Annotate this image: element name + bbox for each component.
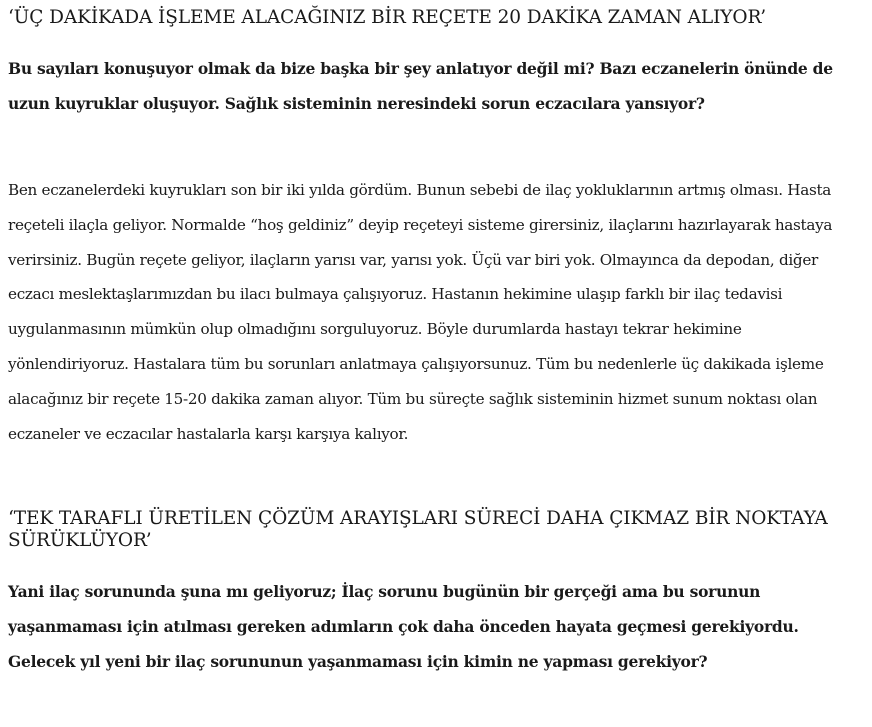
- interview-question-2: Yani ilaç sorununda şuna mı geliyoruz; İlaç sorunu bugünün bir gerçeği ama bu sorunun yaşanmaması için atılması gereken adımların çok daha önceden hayata geçmesi gerekiyordu. Gelecek yıl yeni bir ilaç sorununun yaşanmaması için kimin ne yapması gerekiyor?: [8, 582, 799, 671]
- section-heading-1: ‘ÜÇ DAKİKADA İŞLEME ALACAĞINIZ BİR REÇETE 20 DAKİKA ZAMAN ALIYOR’: [8, 7, 767, 28]
- interview-answer-1: Ben eczanelerdeki kuyrukları son bir iki yılda gördüm. Bunun sebebi de ilaç yokluklarının artmış olması. Hasta reçeteli ilaçla geliyor. Normalde “hoş geldiniz” deyip reçeteyi sisteme girersiniz, ilaçlarını hazırlayarak hastaya verirsiniz. Bugün reçete geliyor, ilaçların yarısı var, yarısı yok. Üçü var biri yok. Olmayınca da depodan, diğer eczacı meslektaşlarımızdan bu ilacı bulmaya çalışıyoruz. Hastanın hekimine ulaşıp farklı bir ilaç tedavisi uygulanmasının mümkün olup olmadığını sorguluyoruz. Böyle durumlarda hastayı tekrar hekimine yönlendiriyoruz. Hastalara tüm bu sorunları anlatmaya çalışıyorsunuz. Tüm bu nedenlerle üç dakikada işleme alacağınız bir reçete 15-20 dakika zaman alıyor. Tüm bu süreçte sağlık sisteminin hizmet sunum noktası olan eczaneler ve eczacılar hastalarla karşı karşıya kalıyor.: [8, 181, 833, 443]
- interview-question-1: Bu sayıları konuşuyor olmak da bize başka bir şey anlatıyor değil mi? Bazı eczanelerin önünde de uzun kuyruklar oluşuyor. Sağlık sisteminin neresindeki sorun eczacılara yansıyor?: [8, 59, 833, 113]
- section-heading-2: ‘TEK TARAFLI ÜRETİLEN ÇÖZÜM ARAYIŞLARI SÜRECİ DAHA ÇIKMAZ BİR NOKTAYA SÜRÜKLÜYOR’: [8, 508, 828, 551]
